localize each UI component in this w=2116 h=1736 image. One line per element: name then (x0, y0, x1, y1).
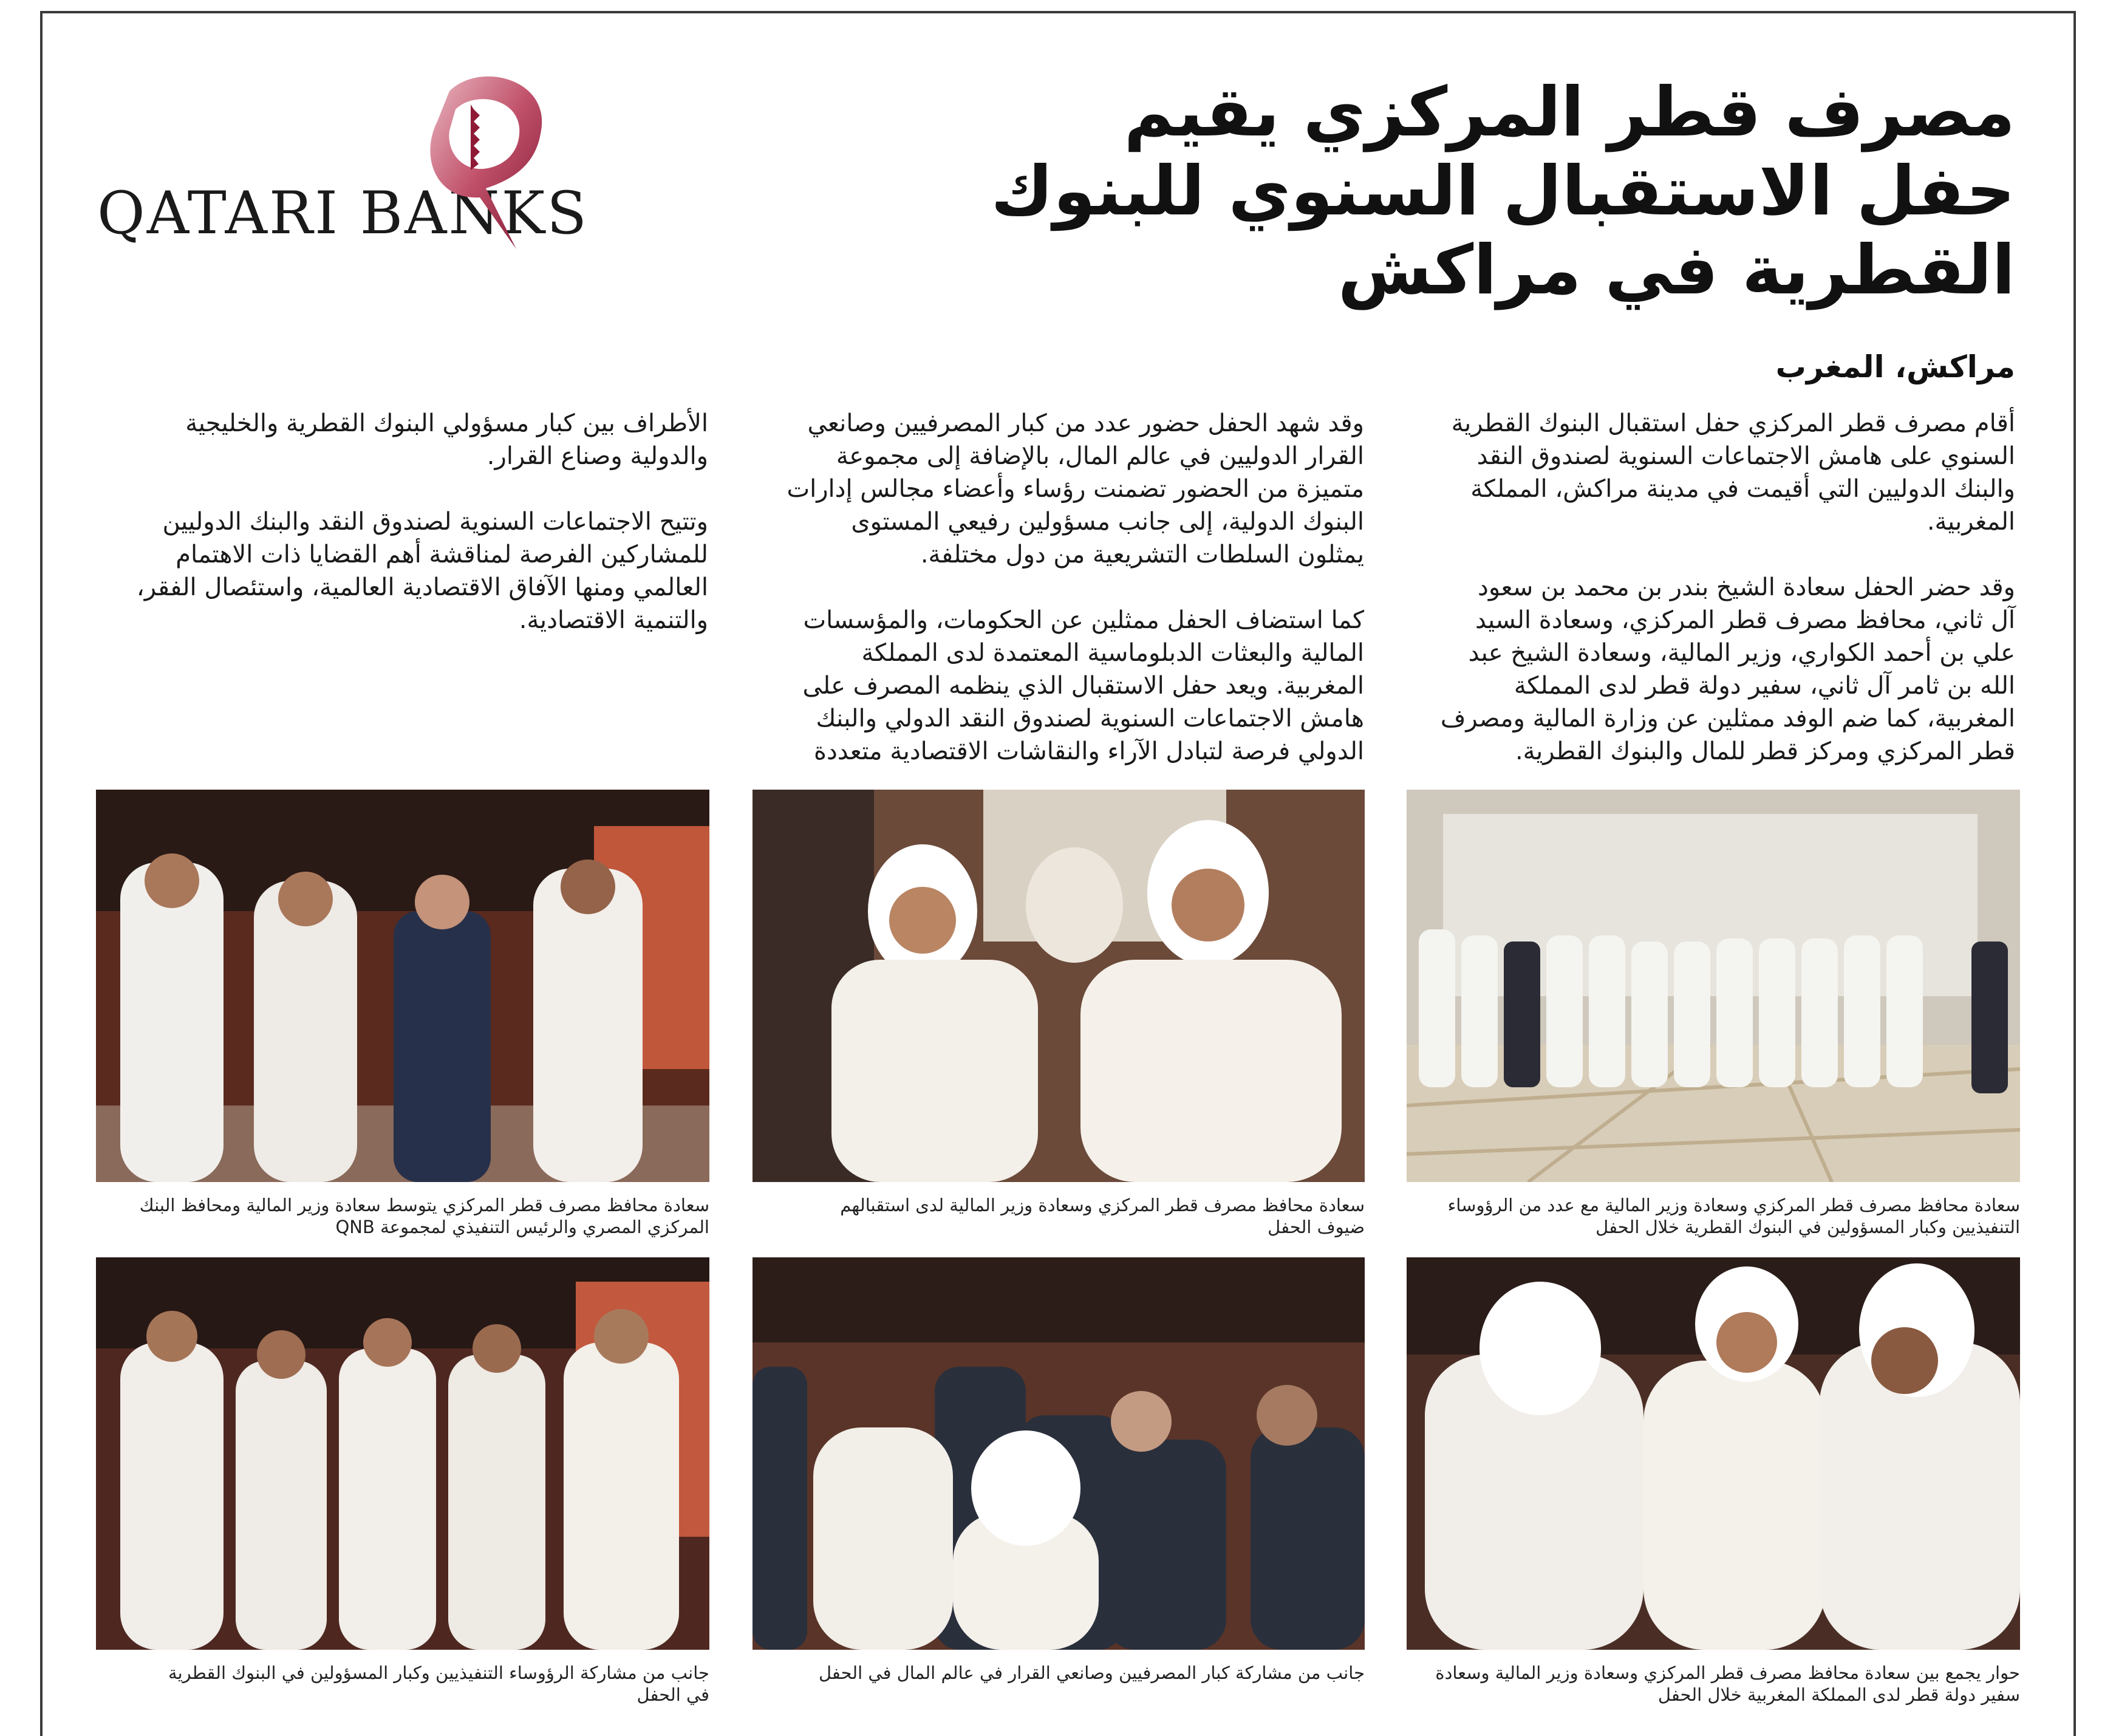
text-line: للمشاركين الفرصة لمناقشة أهم القضايا ذات الاهتمام (176, 541, 708, 569)
paragraph (751, 604, 1364, 768)
text-line: المغربية. ويعد حفل الاستقبال الذي ينظمه المصرف على (802, 672, 1364, 700)
text-line: المالية والبعثات الدبلوماسية المعتمدة لدى المملكة (861, 639, 1364, 667)
text-line: المغربية. (1927, 508, 2015, 536)
paragraph (95, 407, 708, 473)
photo-crowd (753, 1257, 1365, 1650)
text-line: يمثلون السلطات التشريعية من دول مختلفة. (920, 541, 1364, 569)
text-line: علي بن أحمد الكواري، وزير المالية، وسعادة الشيخ عبد (1468, 639, 2015, 667)
text-line: هامش الاجتماعات السنوية لصندوق النقد الدولي والبنك (816, 705, 1364, 733)
caption-line: ضيوف الحفل (1268, 1217, 1365, 1237)
headline-line-3: القطرية في مراكش (1337, 231, 2015, 310)
text-line: أقام مصرف قطر المركزي حفل استقبال البنوك القطرية (1451, 409, 2015, 437)
caption-line: سعادة محافظ مصرف قطر المركزي وسعادة وزير المالية مع عدد من الرؤوساء (1447, 1195, 2020, 1215)
logo-text: QATARI BANKS (97, 179, 589, 247)
text-line: والدولية وصناع القرار. (486, 442, 708, 470)
text-line: الدولي فرصة لتبادل الآراء والنقاشات الاقتصادية متعددة (814, 737, 1364, 765)
caption-line: التنفيذيين وكبار المسؤولين في البنوك القطرية خلال الحفل (1596, 1217, 2020, 1237)
paragraph (1432, 571, 2015, 768)
caption-line: جانب من مشاركة الرؤوساء التنفيذيين وكبار المسؤولين في البنوك القطرية (168, 1663, 709, 1683)
caption-line: جانب من مشاركة كبار المصرفيين وصانعي القرار في عالم المال في الحفل (818, 1663, 1365, 1683)
text-line: القرار الدوليين في عالم المال، بالإضافة إلى مجموعة (836, 442, 1364, 470)
text-line: وقد حضر الحفل سعادة الشيخ بندر بن محمد بن سعود (1478, 573, 2015, 601)
text-line: وقد شهد الحفل حضور عدد من كبار المصرفيين وصانعي (807, 409, 1364, 437)
paragraph (95, 505, 708, 637)
photo-caption (1407, 1194, 2020, 1238)
photo-caption (96, 1662, 709, 1706)
headline (991, 73, 2015, 310)
qatari-banks-logo (97, 67, 589, 261)
headline-line-1: مصرف قطر المركزي يقيم (1124, 73, 2015, 152)
text-line: المغربية، كما ضم الوفد ممثلين عن وزارة المالية ومصرف (1440, 705, 2015, 733)
photo-group-banner (1407, 790, 2020, 1182)
text-line: والبنك الدوليين التي أقيمت في مدينة مراكش، المملكة (1470, 475, 2015, 503)
article-column-2 (751, 407, 1364, 801)
article-column-3 (95, 407, 708, 669)
text-line: آل ثاني، محافظ مصرف قطر المركزي، وسعادة السيد (1475, 606, 2015, 634)
text-line: كما استضاف الحفل ممثلين عن الحكومات، والمؤسسات (803, 606, 1364, 634)
text-line: البنوك الدولية، إلى جانب مسؤولين رفيعي المستوى (851, 508, 1364, 536)
text-line: وتتيح الاجتماعات السنوية لصندوق النقد والبنك الدوليين (162, 508, 708, 536)
photo-four-officials (96, 790, 709, 1182)
article-column-1 (1432, 407, 2015, 801)
headline-line-2: حفل الاستقبال السنوي للبنوك (991, 152, 2015, 231)
caption-line: سعادة محافظ مصرف قطر المركزي وسعادة وزير المالية لدى استقبالهم (840, 1195, 1365, 1215)
text-line: قطر المركزي ومركز قطر للمال والبنوك القطرية. (1515, 737, 2015, 765)
caption-line: في الحفل (637, 1684, 709, 1705)
text-line: متميزة من الحضور تضمنت رؤساء وأعضاء مجالس إدارات (787, 475, 1364, 503)
caption-line: حوار يجمع بين سعادة محافظ مصرف قطر المركزي وسعادة وزير المالية وسعادة (1435, 1663, 2020, 1683)
dateline: مراكش، المغرب (1775, 349, 2015, 384)
qatari-banks-ribbon-icon (413, 67, 559, 249)
text-line: الأطراف بين كبار مسؤولي البنوك القطرية والخليجية (185, 409, 708, 437)
text-line: العالمي ومنها الآفاق الاقتصادية العالمية، واستئصال الفقر، (136, 573, 708, 601)
caption-line: سعادة محافظ مصرف قطر المركزي يتوسط سعادة وزير المالية ومحافظ البنك (139, 1195, 709, 1215)
caption-line: المركزي المصري والرئيس التنفيذي لمجموعة QNB (335, 1217, 709, 1237)
paragraph (751, 407, 1364, 571)
photo-governor-minister (753, 790, 1365, 1182)
photo-caption (96, 1194, 709, 1238)
text-line: الله بن ثامر آل ثاني، سفير دولة قطر لدى المملكة (1514, 672, 2015, 700)
paragraph (1432, 407, 2015, 538)
photo-caption (1407, 1662, 2020, 1706)
photo-executives (96, 1257, 709, 1650)
caption-line: سفير دولة قطر لدى المملكة المغربية خلال الحفل (1657, 1684, 2020, 1705)
text-line: والتنمية الاقتصادية. (519, 606, 708, 634)
photo-conversation (1407, 1257, 2020, 1650)
text-line: السنوي على هامش الاجتماعات السنوية لصندوق النقد (1476, 442, 2015, 470)
photo-caption (753, 1662, 1365, 1684)
photo-caption (753, 1194, 1365, 1238)
